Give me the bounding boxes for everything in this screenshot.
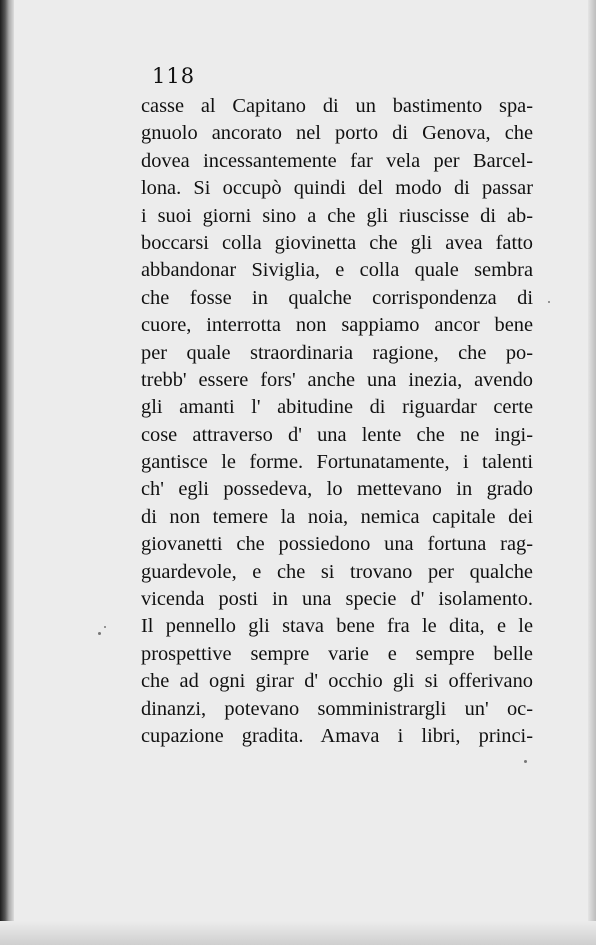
- text-line: guardevole, e che si trovano per qualche: [141, 560, 533, 583]
- page-bottom-shade: [0, 921, 596, 945]
- text-line: che ad ogni girar d' occhio gli si offerivano: [141, 670, 533, 693]
- paper-speck: [548, 301, 550, 303]
- paper-speck: [104, 626, 106, 628]
- text-line: i suoi giorni sino a che gli riuscisse di ab-: [141, 204, 533, 227]
- page-number: 118: [152, 64, 196, 88]
- text-line: casse al Capitano di un bastimento spa-: [141, 95, 533, 117]
- text-line: gantisce le forme. Fortunatamente, i talenti: [141, 451, 533, 474]
- text-line: gli amanti l' abitudine di riguardar certe: [141, 396, 533, 419]
- text-line: giovanetti che possiedono una fortuna rag-: [141, 533, 533, 556]
- text-line: Il pennello gli stava bene fra le dita, e le: [141, 615, 533, 638]
- text-line: che fosse in qualche corrispondenza di: [141, 286, 533, 309]
- text-line: dinanzi, potevano somministrargli un' oc-: [141, 697, 533, 720]
- paper-speck: [524, 760, 527, 763]
- text-line: prospettive sempre varie e sempre belle: [141, 642, 533, 665]
- text-line: cose attraverso d' una lente che ne ingi-: [141, 423, 533, 446]
- text-line: vicenda posti in una specie d' isolamento.: [141, 588, 533, 611]
- page-right-edge: [588, 0, 596, 945]
- text-line: cuore, interrotta non sappiamo ancor bene: [141, 314, 533, 337]
- text-line: cupazione gradita. Amava i libri, princi-: [141, 724, 533, 747]
- paper-speck: [98, 632, 101, 635]
- text-line: abbandonar Siviglia, e colla quale sembra: [141, 259, 533, 282]
- text-line: trebb' essere fors' anche una inezia, avendo: [141, 368, 533, 391]
- text-line: per quale straordinaria ragione, che po-: [141, 341, 533, 364]
- text-line: dovea incessantemente far vela per Barcel-: [141, 149, 533, 172]
- text-line: lona. Si occupò quindi del modo di passar: [141, 177, 533, 200]
- text-line: boccarsi colla giovinetta che gli avea fatto: [141, 231, 533, 254]
- text-line: di non temere la noia, nemica capitale dei: [141, 505, 533, 528]
- body-text: [141, 93, 533, 750]
- text-line: gnuolo ancorato nel porto di Genova, che: [141, 122, 533, 145]
- binding-edge: [0, 0, 14, 945]
- text-line: ch' egli possedeva, lo mettevano in grado: [141, 478, 533, 501]
